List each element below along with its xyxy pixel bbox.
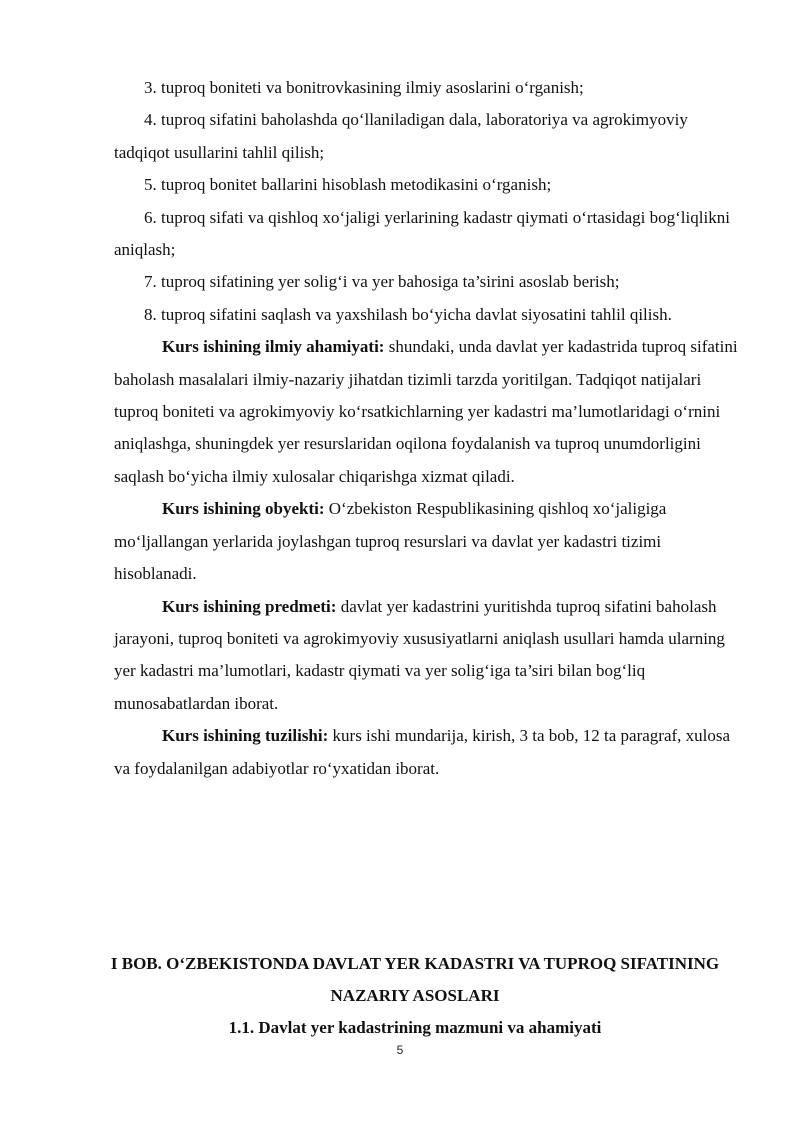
list-item: 4. tuproq sifatini baholashda qo‘llaniladigan dala, laboratoriya va agrokimyoviy tadqiqot usullarini tahlil qilish; [114, 110, 688, 162]
body-text [114, 72, 740, 785]
section-title: 1.1. Davlat yer kadastrining mazmuni va ahamiyati [228, 1018, 602, 1037]
paragraph-subject [114, 591, 740, 721]
paragraph-scientific-significance [114, 331, 740, 493]
list-item: 8. tuproq sifatini saqlash va yaxshilash bo‘yicha davlat siyosatini tahlil qilish. [144, 304, 672, 324]
paragraph-label: Kurs ishining ilmiy ahamiyati: [162, 337, 385, 357]
list-item: 6. tuproq sifati va qishloq xo‘jaligi yerlarining kadastr qiymati o‘rtasidagi bog‘liqlikni aniqlash; [114, 207, 730, 260]
paragraph-object [114, 493, 740, 590]
list-item: 5. tuproq bonitet ballarini hisoblash metodikasini o‘rganish; [144, 175, 552, 195]
paragraph-text: O‘zbekiston Respublikasining qishloq xo‘jaligiga mo‘ljallangan yerlarida joylashgan tuproq resurslari va davlat yer kadastri tizimi hisoblanadi. [114, 499, 667, 584]
page-number: 5 [396, 1043, 404, 1057]
paragraph-text: davlat yer kadastrini yuritishda tuproq sifatini baholash jarayoni, tuproq boniteti va agrokimyoviy xususiyatlarni aniqlash usullari hamda ularning yer kadastri ma’lumotlari, kadastr qiymati va yer solig‘iga ta’siri bilan bog‘liq munosabatlardan iborat. [114, 596, 725, 713]
paragraph-text: kurs ishi mundarija, kirish, 3 ta bob, 12 ta paragraf, xulosa va foydalanilgan adabiyotlar ro‘yxatidan iborat. [114, 726, 731, 778]
paragraph-label: Kurs ishining obyekti: [162, 499, 325, 519]
paragraph-label: Kurs ishining predmeti: [162, 596, 337, 616]
list-item: 7. tuproq sifatining yer solig‘i va yer bahosiga ta’sirini asoslab berish; [144, 272, 620, 292]
paragraph-structure [114, 720, 740, 785]
list-item: 3. tuproq boniteti va bonitrovkasining ilmiy asoslarini o‘rganish; [144, 78, 584, 97]
paragraph-text: shundaki, unda davlat yer kadastrida tuproq sifatini baholash masalalari ilmiy-nazariy jihatdan tizimli tarzda yoritilgan. Tadqiqot natijalari tuproq boniteti va agrokimyoviy ko‘rsatkichlarning yer kadastri ma’lumotlaridagi o‘rnini aniqlashga, shuningdek yer resurslaridan oqilona foydalanish va tuproq unumdorligini saqlash bo‘yicha ilmiy xulosalar chiqarishga xizmat qiladi. [114, 337, 738, 486]
chapter-title: I BOB. O‘ZBEKISTONDA DAVLAT YER KADASTRI VA TUPROQ SIFATINING NAZARIY ASOSLARI [110, 954, 720, 1006]
paragraph-label: Kurs ishining tuzilishi: [162, 726, 329, 746]
